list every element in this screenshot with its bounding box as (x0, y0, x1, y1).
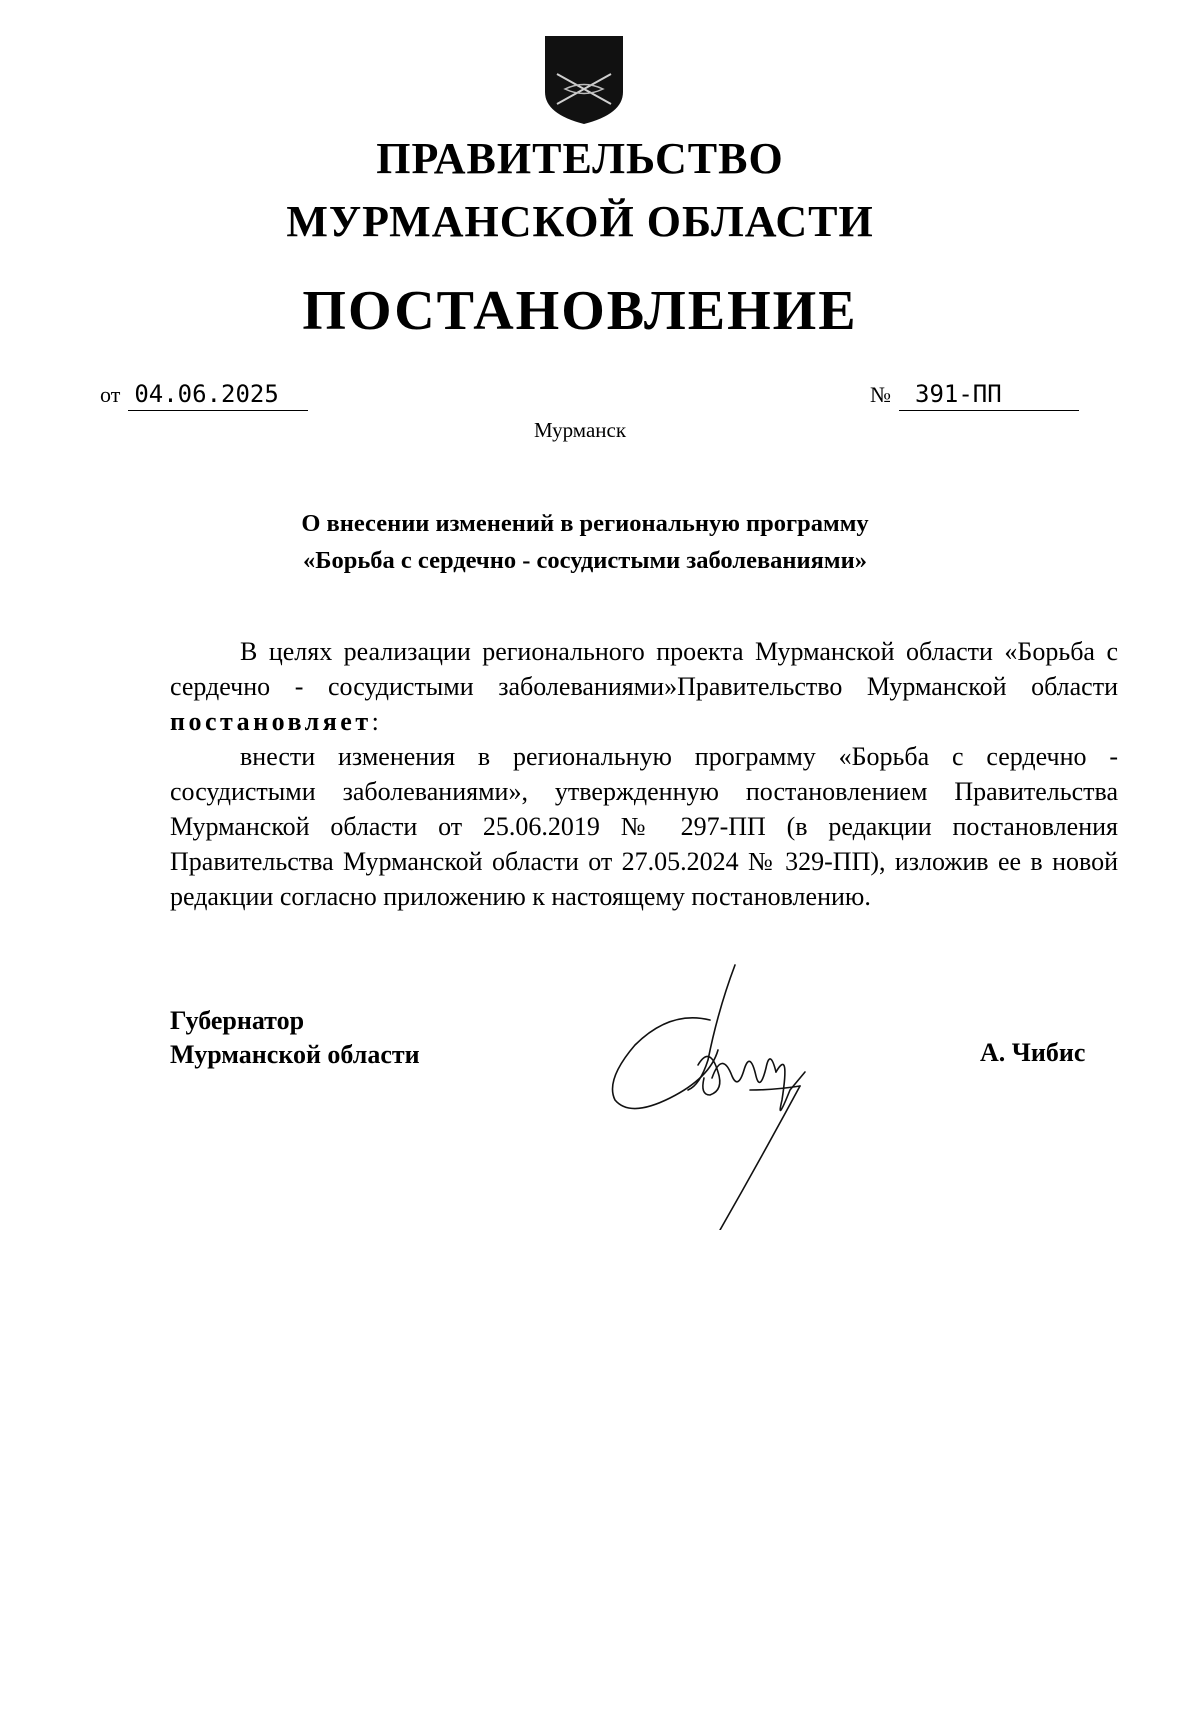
body-paragraph-resolution: внести изменения в региональную программу «Борьба с сердечно - сосудистыми заболеваниями», утвержденную постановлением Правительства Мурманской области от 25.06.2019 № 297-ПП (в редакции постановления Правительства Мурманской области от 27.05.2024 № 329-ПП), изложив ее в новой редакции согласно приложению к настоящему постановлению. (170, 742, 1118, 911)
document-subject (170, 505, 1000, 579)
handwritten-signature-icon (600, 950, 840, 1230)
signatory-position (170, 1004, 420, 1072)
organization-name-line2: МУРМАНСКОЙ ОБЛАСТИ (286, 197, 874, 246)
date-value: 04.06.2025 (128, 380, 308, 411)
signatory-name: А. Чибис (980, 1038, 1086, 1067)
city-name: Мурманск (533, 418, 627, 442)
preamble-text: В целях реализации регионального проекта Мурманской области «Борьба с сердечно - сосудистыми заболеваниями»Правительство Мурманской области (170, 637, 1118, 701)
subject-line2: «Борьба с сердечно - сосудистыми заболеваниями» (303, 547, 867, 574)
date-field (100, 380, 308, 411)
body-paragraph-preamble (170, 634, 1118, 739)
number-prefix: № (870, 382, 891, 407)
document-body (170, 634, 1118, 914)
subject-line1: О внесении изменений в региональную программу (301, 510, 869, 537)
position-line2: Мурманской области (170, 1040, 420, 1069)
position-line1: Губернатор (170, 1006, 305, 1035)
preamble-colon: : (371, 707, 379, 736)
decree-word: постановляет (170, 707, 372, 736)
date-prefix: от (100, 382, 121, 407)
document-type-title: ПОСТАНОВЛЕНИЕ (302, 280, 858, 342)
coat-of-arms-icon (543, 34, 625, 126)
organization-name-line1: ПРАВИТЕЛЬСТВО (376, 134, 784, 183)
number-field (870, 380, 1079, 411)
number-value: 391-ПП (899, 380, 1079, 411)
